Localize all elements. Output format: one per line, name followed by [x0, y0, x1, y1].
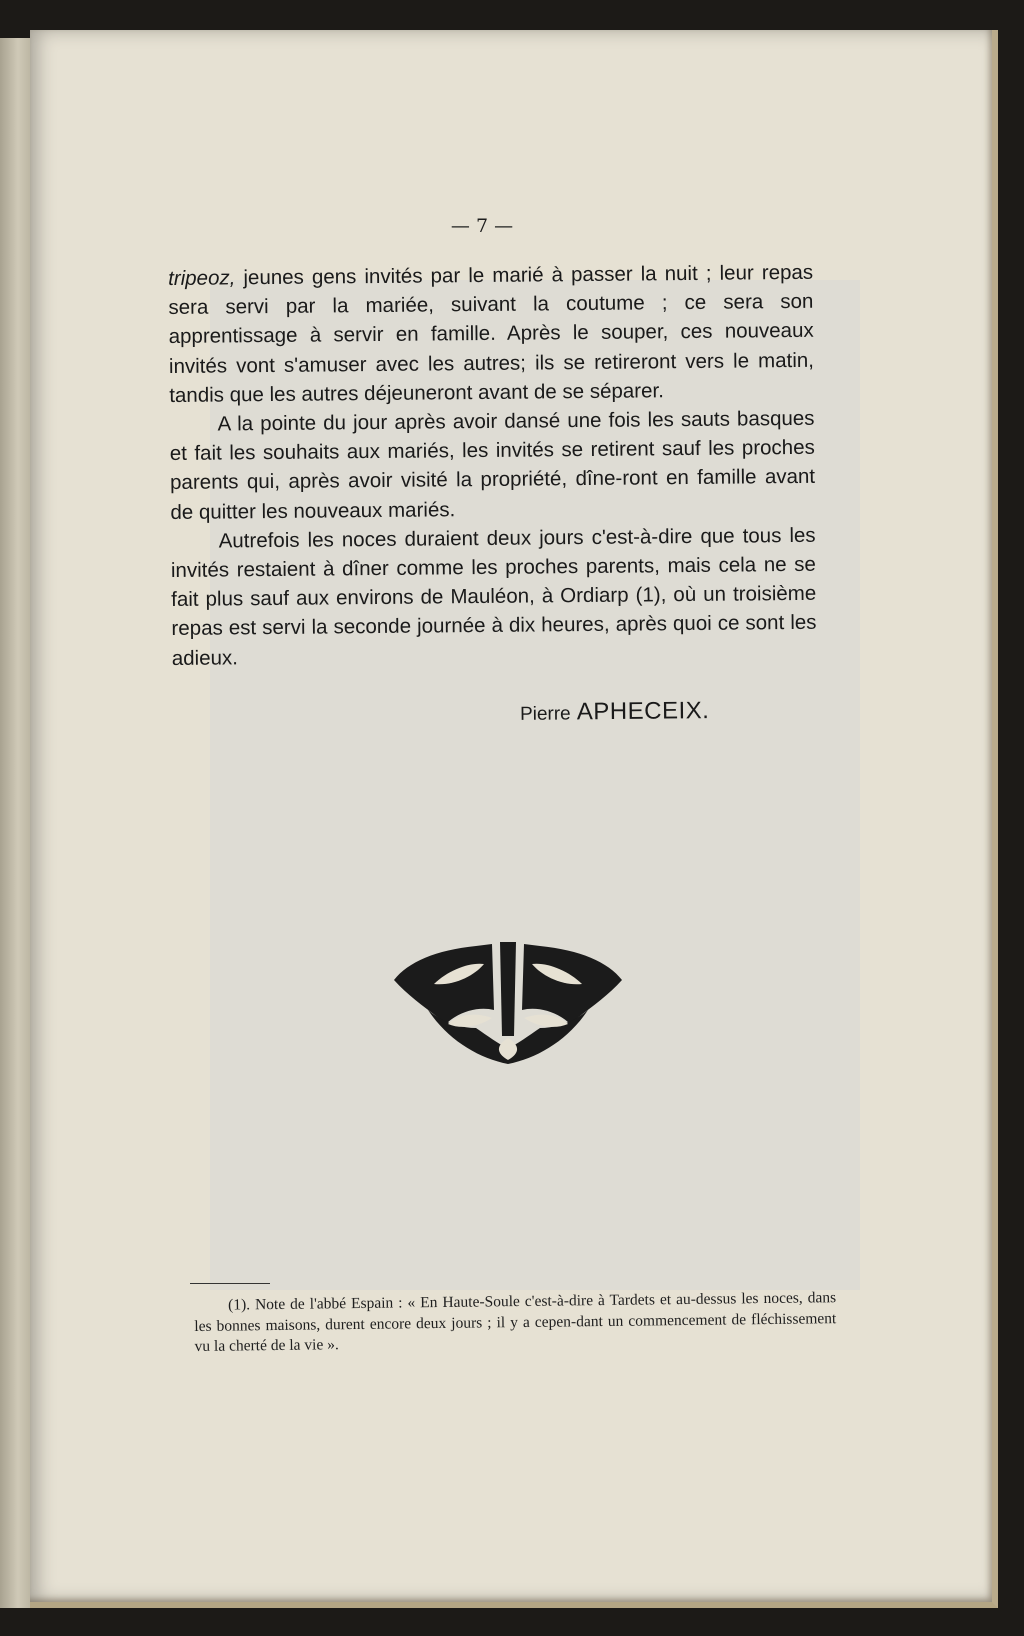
page-number: — 7 — [450, 215, 514, 237]
lead-word: tripeoz, [168, 266, 236, 290]
paragraph-3: Autrefois les noces duraient deux jours c'est-à-dire que tous les invités restaient à dîner comme les proches parents, mais cela ne se fait plus sauf aux environs de Mauléon, à Ordiarp (1), où un troisième repas est servi la seconde journée à dix heures, après quoi ce sont les adieux. [170, 523, 817, 670]
basque-ornament-icon [388, 940, 628, 1070]
signature-last-name: APHECEIX. [576, 697, 710, 726]
signature [520, 697, 710, 727]
paragraph-1-text: jeunes gens invités par le marié à passer la nuit ; leur repas sera servi par la mariée, suivant la coutume ; ce sera son apprentissage à servir en famille. Après le souper, ces nouveaux invités vont s'amuser avec les autres; ils se retireront vers le matin, tandis que les autres déjeuneront avant de se séparer. [168, 260, 815, 407]
signature-first-name: Pierre [519, 703, 571, 725]
paragraph-1 [168, 258, 814, 410]
footnote-rule [190, 1283, 270, 1284]
ornament-stem [500, 942, 516, 1036]
footnote [194, 1288, 837, 1357]
left-page-edge [0, 38, 30, 1608]
body-text [168, 258, 817, 673]
paragraph-2: A la pointe du jour après avoir dansé une fois les sauts basques et fait les souhaits aux mariés, les invités se retirent sauf les proches parents qui, après avoir visité la propriété, dîne-ront en famille avant de quitter les nouveaux mariés. [169, 406, 816, 524]
footnote-text: (1). Note de l'abbé Espain : « En Haute-Soule c'est-à-dire à Tardets et au-dessus les noces, dans les bonnes maisons, durent encore deux jours ; il y a cepen-dant un commencement de fléchissement vu la cherté de la vie ». [194, 1289, 837, 1355]
